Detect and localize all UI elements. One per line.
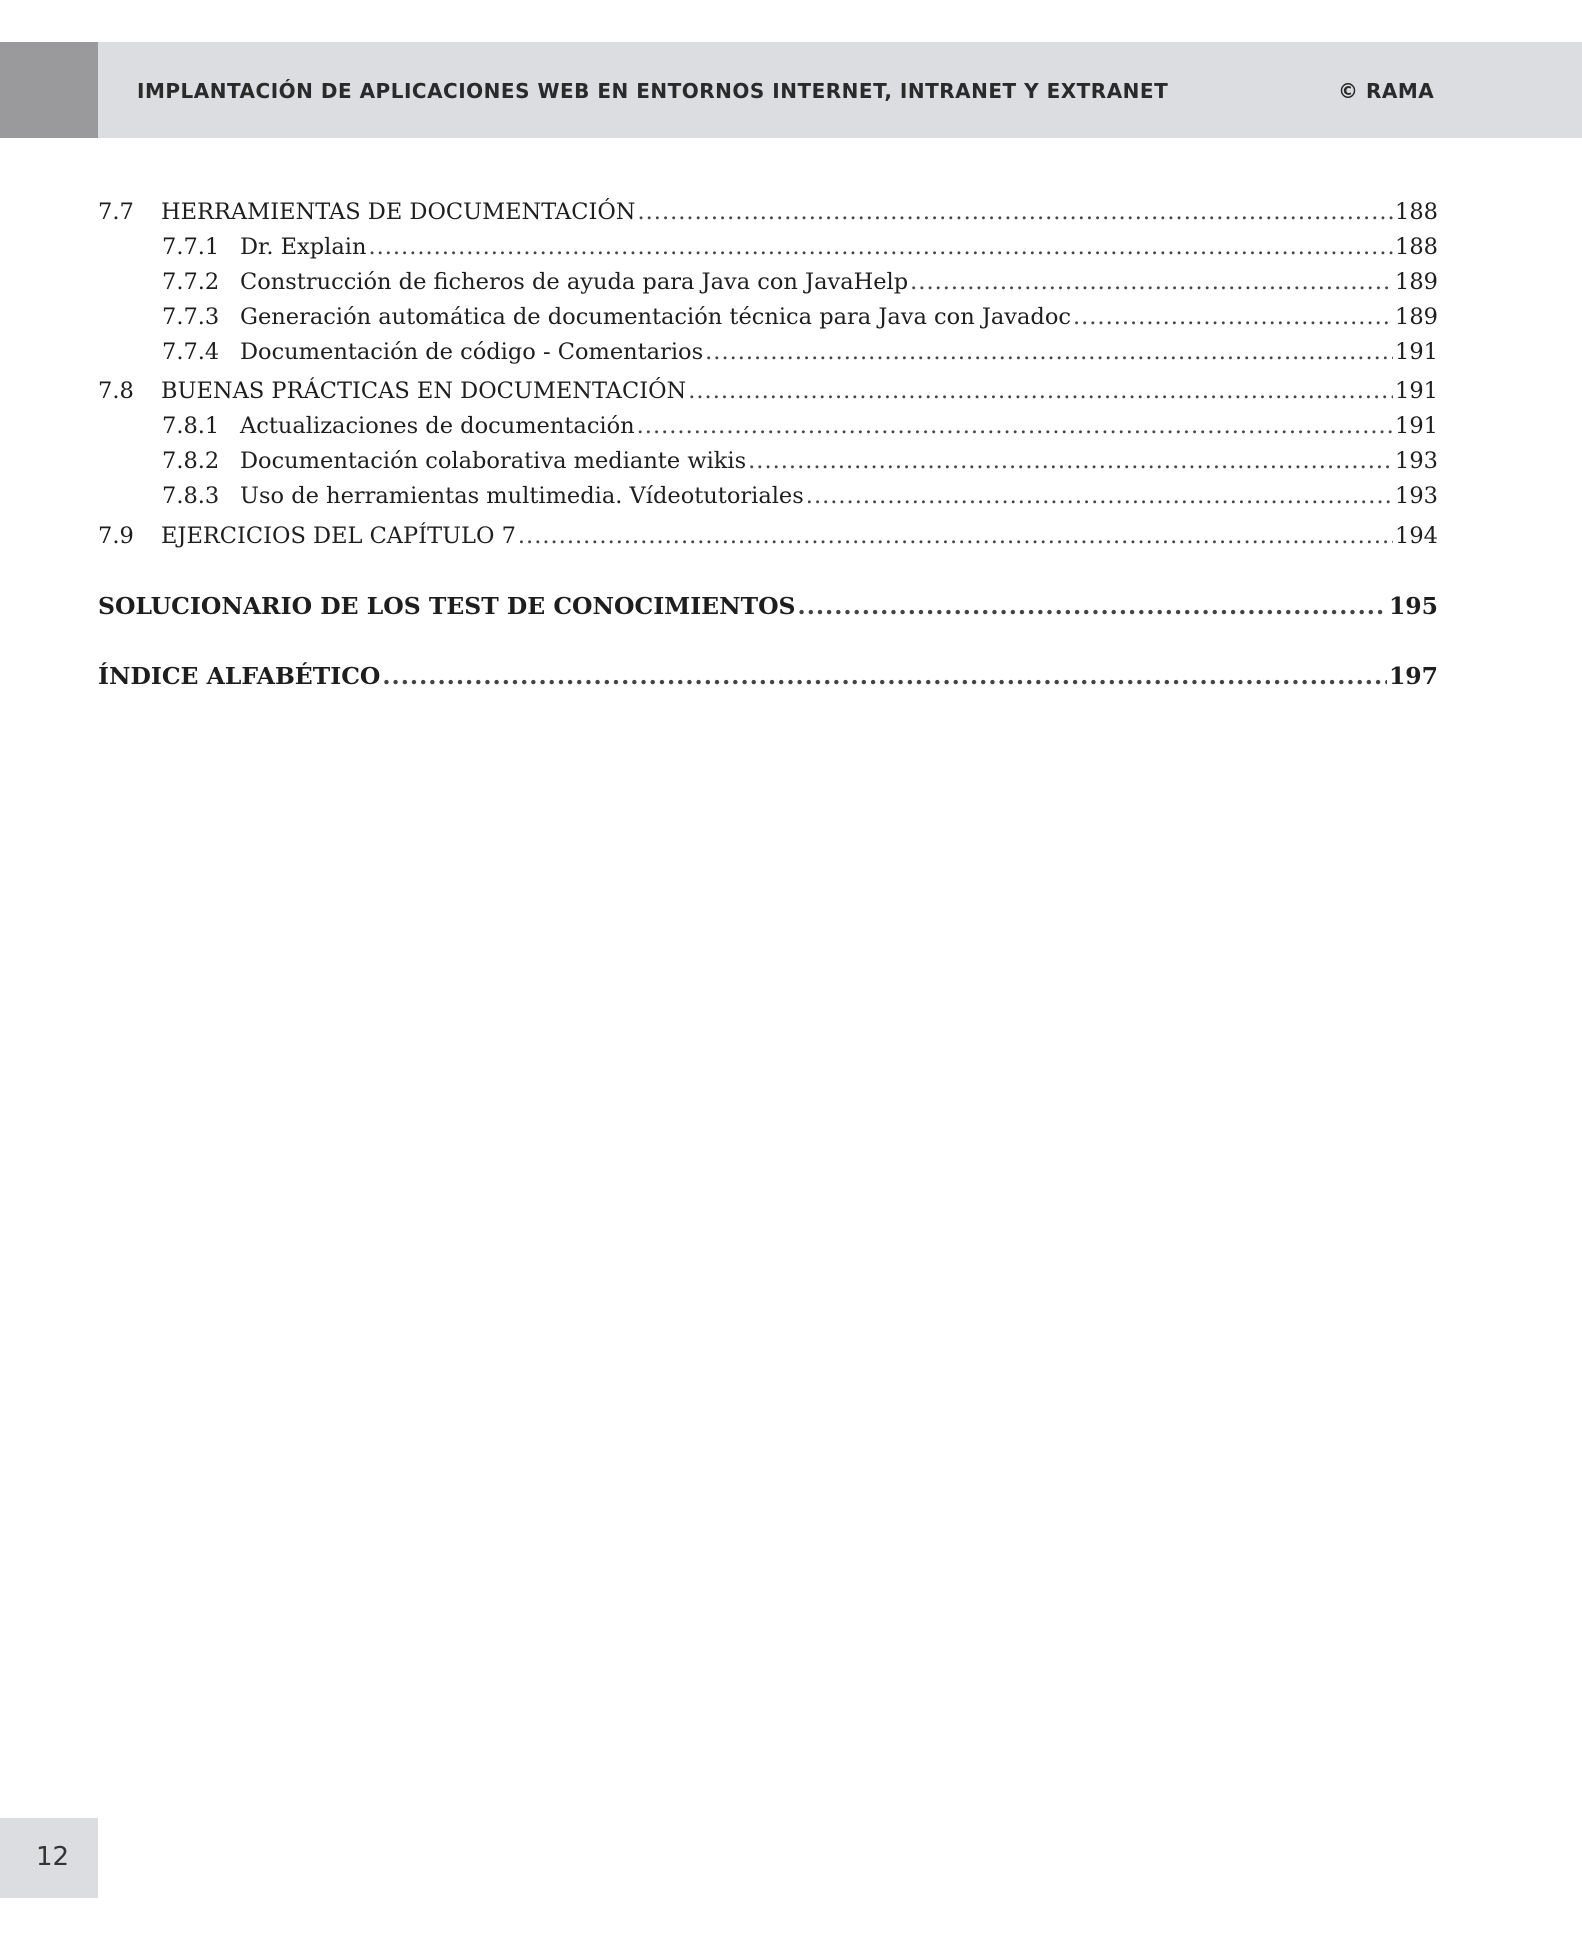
- toc-title: Actualizaciones de documentación: [240, 413, 635, 439]
- toc-number: 7.9: [98, 523, 134, 549]
- toc-title: Documentación colaborativa mediante wikis: [240, 448, 747, 474]
- toc-title: Construcción de ficheros de ayuda para Java con JavaHelp: [240, 269, 909, 295]
- toc-title: HERRAMIENTAS DE DOCUMENTACIÓN: [161, 199, 636, 225]
- toc-number: 7.7.4: [162, 339, 220, 365]
- toc-title: ÍNDICE ALFABÉTICO: [98, 662, 381, 690]
- toc-leader-dots: [638, 197, 1394, 227]
- toc-number: 7.7.3: [162, 304, 220, 330]
- toc-leader-dots: [910, 267, 1393, 297]
- toc-page: 189: [1395, 304, 1438, 330]
- toc-entry-7-7-3[interactable]: [162, 302, 1438, 332]
- toc-leader-dots: [748, 446, 1393, 476]
- toc-leader-dots: [798, 591, 1387, 621]
- toc-entry-7-7-4[interactable]: [162, 337, 1438, 367]
- toc-entry-7-7-2[interactable]: [162, 267, 1438, 297]
- toc-page: 188: [1395, 199, 1438, 225]
- toc-page: 188: [1395, 234, 1438, 260]
- toc-page: 189: [1395, 269, 1438, 295]
- toc-page: 191: [1395, 339, 1438, 365]
- toc-number: 7.7.1: [162, 234, 220, 260]
- toc-entry-7-8-3[interactable]: [162, 481, 1438, 511]
- toc-entry-7-9[interactable]: [98, 521, 1438, 551]
- toc-page: 191: [1395, 413, 1438, 439]
- toc-entry-7-8-1[interactable]: [162, 411, 1438, 441]
- toc-page: 197: [1388, 662, 1438, 690]
- page-number: 12: [36, 1842, 70, 1872]
- toc-title: Generación automática de documentación técnica para Java con Javadoc: [240, 304, 1071, 330]
- toc-number: 7.8.2: [162, 448, 220, 474]
- toc-number: 7.8.1: [162, 413, 220, 439]
- toc-title: Dr. Explain: [240, 234, 367, 260]
- toc-leader-dots: [637, 411, 1393, 441]
- toc-leader-dots: [382, 661, 1387, 691]
- toc-entry-7-7[interactable]: [98, 197, 1438, 227]
- toc-number: 7.7: [98, 199, 134, 225]
- toc-number: 7.7.2: [162, 269, 220, 295]
- toc-title: Uso de herramientas multimedia. Vídeotutoriales: [240, 483, 804, 509]
- toc-leader-dots: [368, 232, 1393, 262]
- toc-number: 7.8.3: [162, 483, 220, 509]
- toc-title: BUENAS PRÁCTICAS EN DOCUMENTACIÓN: [161, 378, 687, 404]
- toc-leader-dots: [806, 481, 1393, 511]
- toc-leader-dots: [1073, 302, 1393, 332]
- toc-entry-7-8[interactable]: [98, 376, 1438, 406]
- header-gray-block: [0, 42, 98, 138]
- toc-leader-dots: [518, 521, 1393, 551]
- toc-page: 193: [1395, 483, 1438, 509]
- toc-entry-indice-alfabetico[interactable]: [98, 661, 1438, 691]
- toc-page: 191: [1395, 378, 1438, 404]
- running-header-title: IMPLANTACIÓN DE APLICACIONES WEB EN ENTORNOS INTERNET, INTRANET Y EXTRANET: [137, 79, 1169, 103]
- toc-title: Documentación de código - Comentarios: [240, 339, 704, 365]
- toc-entry-solucionario[interactable]: [98, 591, 1438, 621]
- toc-title: SOLUCIONARIO DE LOS TEST DE CONOCIMIENTOS: [98, 592, 796, 620]
- toc-leader-dots: [688, 376, 1393, 406]
- toc-page: 193: [1395, 448, 1438, 474]
- toc-leader-dots: [705, 337, 1393, 367]
- toc-entry-7-8-2[interactable]: [162, 446, 1438, 476]
- toc-page: 194: [1395, 523, 1438, 549]
- toc-page: 195: [1388, 592, 1438, 620]
- toc-number: 7.8: [98, 378, 134, 404]
- toc-entry-7-7-1[interactable]: [162, 232, 1438, 262]
- toc-title: EJERCICIOS DEL CAPÍTULO 7: [161, 523, 516, 549]
- running-header-copyright: © RAMA: [1338, 79, 1435, 103]
